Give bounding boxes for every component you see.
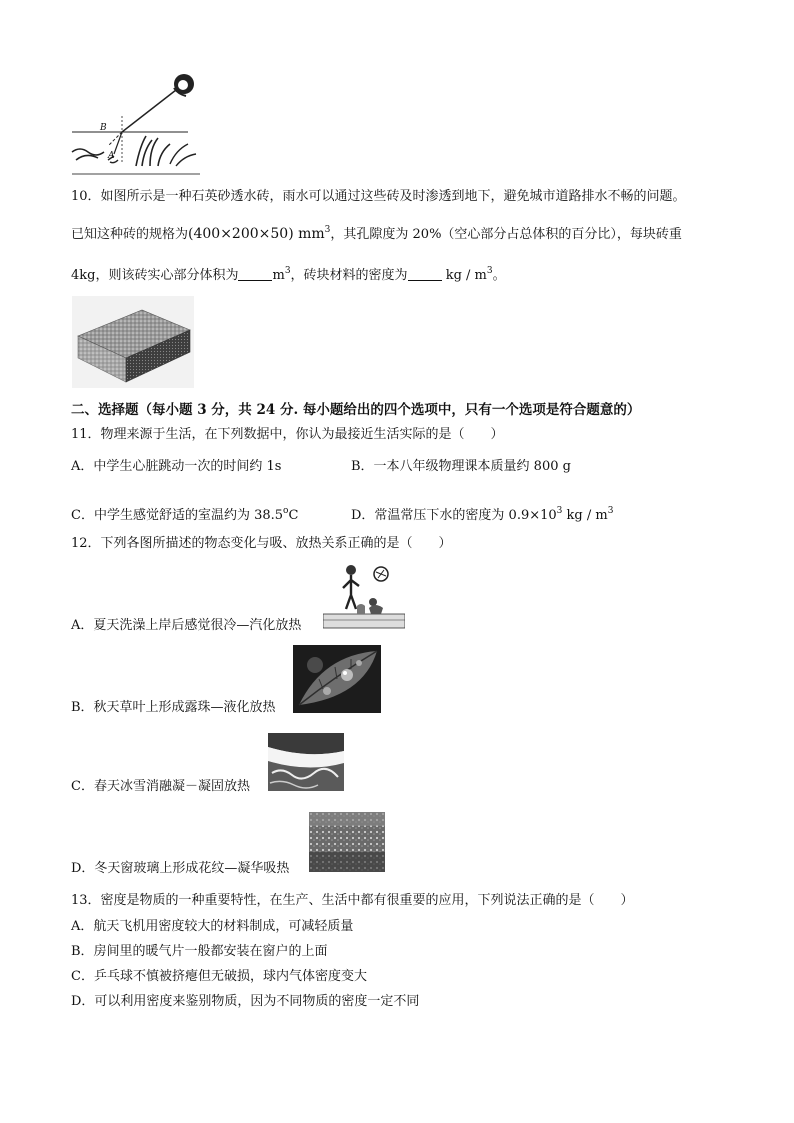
q12-stem: 12．下列各图所描述的物态变化与吸、放热关系正确的是（ ） (71, 536, 452, 551)
swimmer-image (323, 562, 405, 632)
frost-window-image (309, 812, 385, 872)
melting-snow-image (268, 733, 344, 791)
q11-c-text: C．中学生感觉舒适的室温约为 38.5 (71, 508, 284, 523)
q13-option-a[interactable]: A．航天飞机用密度较大的材料制成，可减轻质量 (71, 919, 354, 934)
dew-leaf-image (293, 645, 381, 713)
q13-option-c[interactable]: C．乒乓球不慎被挤瘪但无破损，球内气体密度变大 (71, 969, 367, 984)
q11-d-text: D．常温常压下水的密度为 0.9×10 (351, 508, 557, 523)
q11-c-degree: o (283, 506, 289, 516)
answer-blank-volume[interactable] (238, 267, 272, 281)
q10-line2-b: ，其孔隙度为 20%（空心部分占总体积的百分比），每块砖重 (330, 227, 682, 242)
figure-label-a: A (108, 151, 115, 161)
q10-unit2: kg / m (445, 268, 487, 283)
q11-d-unit: kg / m (562, 508, 608, 523)
q13-option-d[interactable]: D．可以利用密度来鉴别物质，因为不同物质的密度一定不同 (71, 994, 420, 1009)
q12-option-b[interactable]: B．秋天草叶上形成露珠—液化放热 (71, 700, 276, 715)
q10-spec: (400×200×50) mm (188, 226, 325, 242)
permeable-brick-figure (72, 296, 194, 388)
q11-d-exp: 3 (556, 506, 563, 516)
answer-blank-density[interactable] (408, 267, 442, 281)
q10-unit1: m (272, 268, 285, 283)
q12-option-c[interactable]: C．春天冰雪消融凝－凝固放热 (71, 779, 250, 794)
q10-line2-a: 已知这种砖的规格为 (71, 227, 189, 242)
q10-unit1-sup: 3 (284, 266, 291, 276)
q13-stem: 13．密度是物质的一种重要特性，在生产、生活中都有很重要的应用，下列说法正确的是（ ） (71, 893, 634, 908)
q11-stem: 11．物理来源于生活，在下列数据中，你认为最接近生活实际的是（ ） (71, 427, 504, 442)
section2-heading: 二、选择题（每小题 3 分，共 24 分. 每小题给出的四个选项中，只有一个选项是符合题意的） (71, 402, 641, 418)
q10-line1: 10．如图所示是一种石英砂透水砖，雨水可以通过这些砖及时渗透到地下，避免城市道路排水不畅的问题。 (71, 189, 686, 204)
q10-unit2-sup: 3 (486, 266, 493, 276)
q10-line3 (71, 262, 506, 285)
q10-end: 。 (492, 268, 506, 283)
q13-option-b[interactable]: B．房间里的暖气片一般都安装在窗户的上面 (71, 944, 328, 959)
q11-option-a[interactable]: A．中学生心脏跳动一次的时间约 1s (71, 459, 282, 474)
q11-d-unit-sup: 3 (607, 506, 614, 516)
q11-option-b[interactable]: B．一本八年级物理课本质量约 800 g (351, 459, 571, 474)
q11-option-c[interactable] (71, 502, 298, 525)
q11-option-d[interactable] (351, 502, 613, 525)
q10-line3-a: 4kg，则该砖实心部分体积为 (71, 268, 239, 283)
q10-spec-sup: 3 (324, 225, 331, 235)
refraction-figure (70, 66, 202, 176)
q12-option-a[interactable]: A．夏天洗澡上岸后感觉很冷—汽化放热 (71, 618, 302, 633)
q11-c-unit: C (288, 508, 299, 523)
q12-option-d[interactable]: D．冬天窗玻璃上形成花纹—凝华吸热 (71, 861, 290, 876)
figure-label-b: B (100, 123, 107, 133)
q10-line3-b: ，砖块材料的密度为 (290, 268, 408, 283)
q10-line2 (71, 221, 682, 244)
